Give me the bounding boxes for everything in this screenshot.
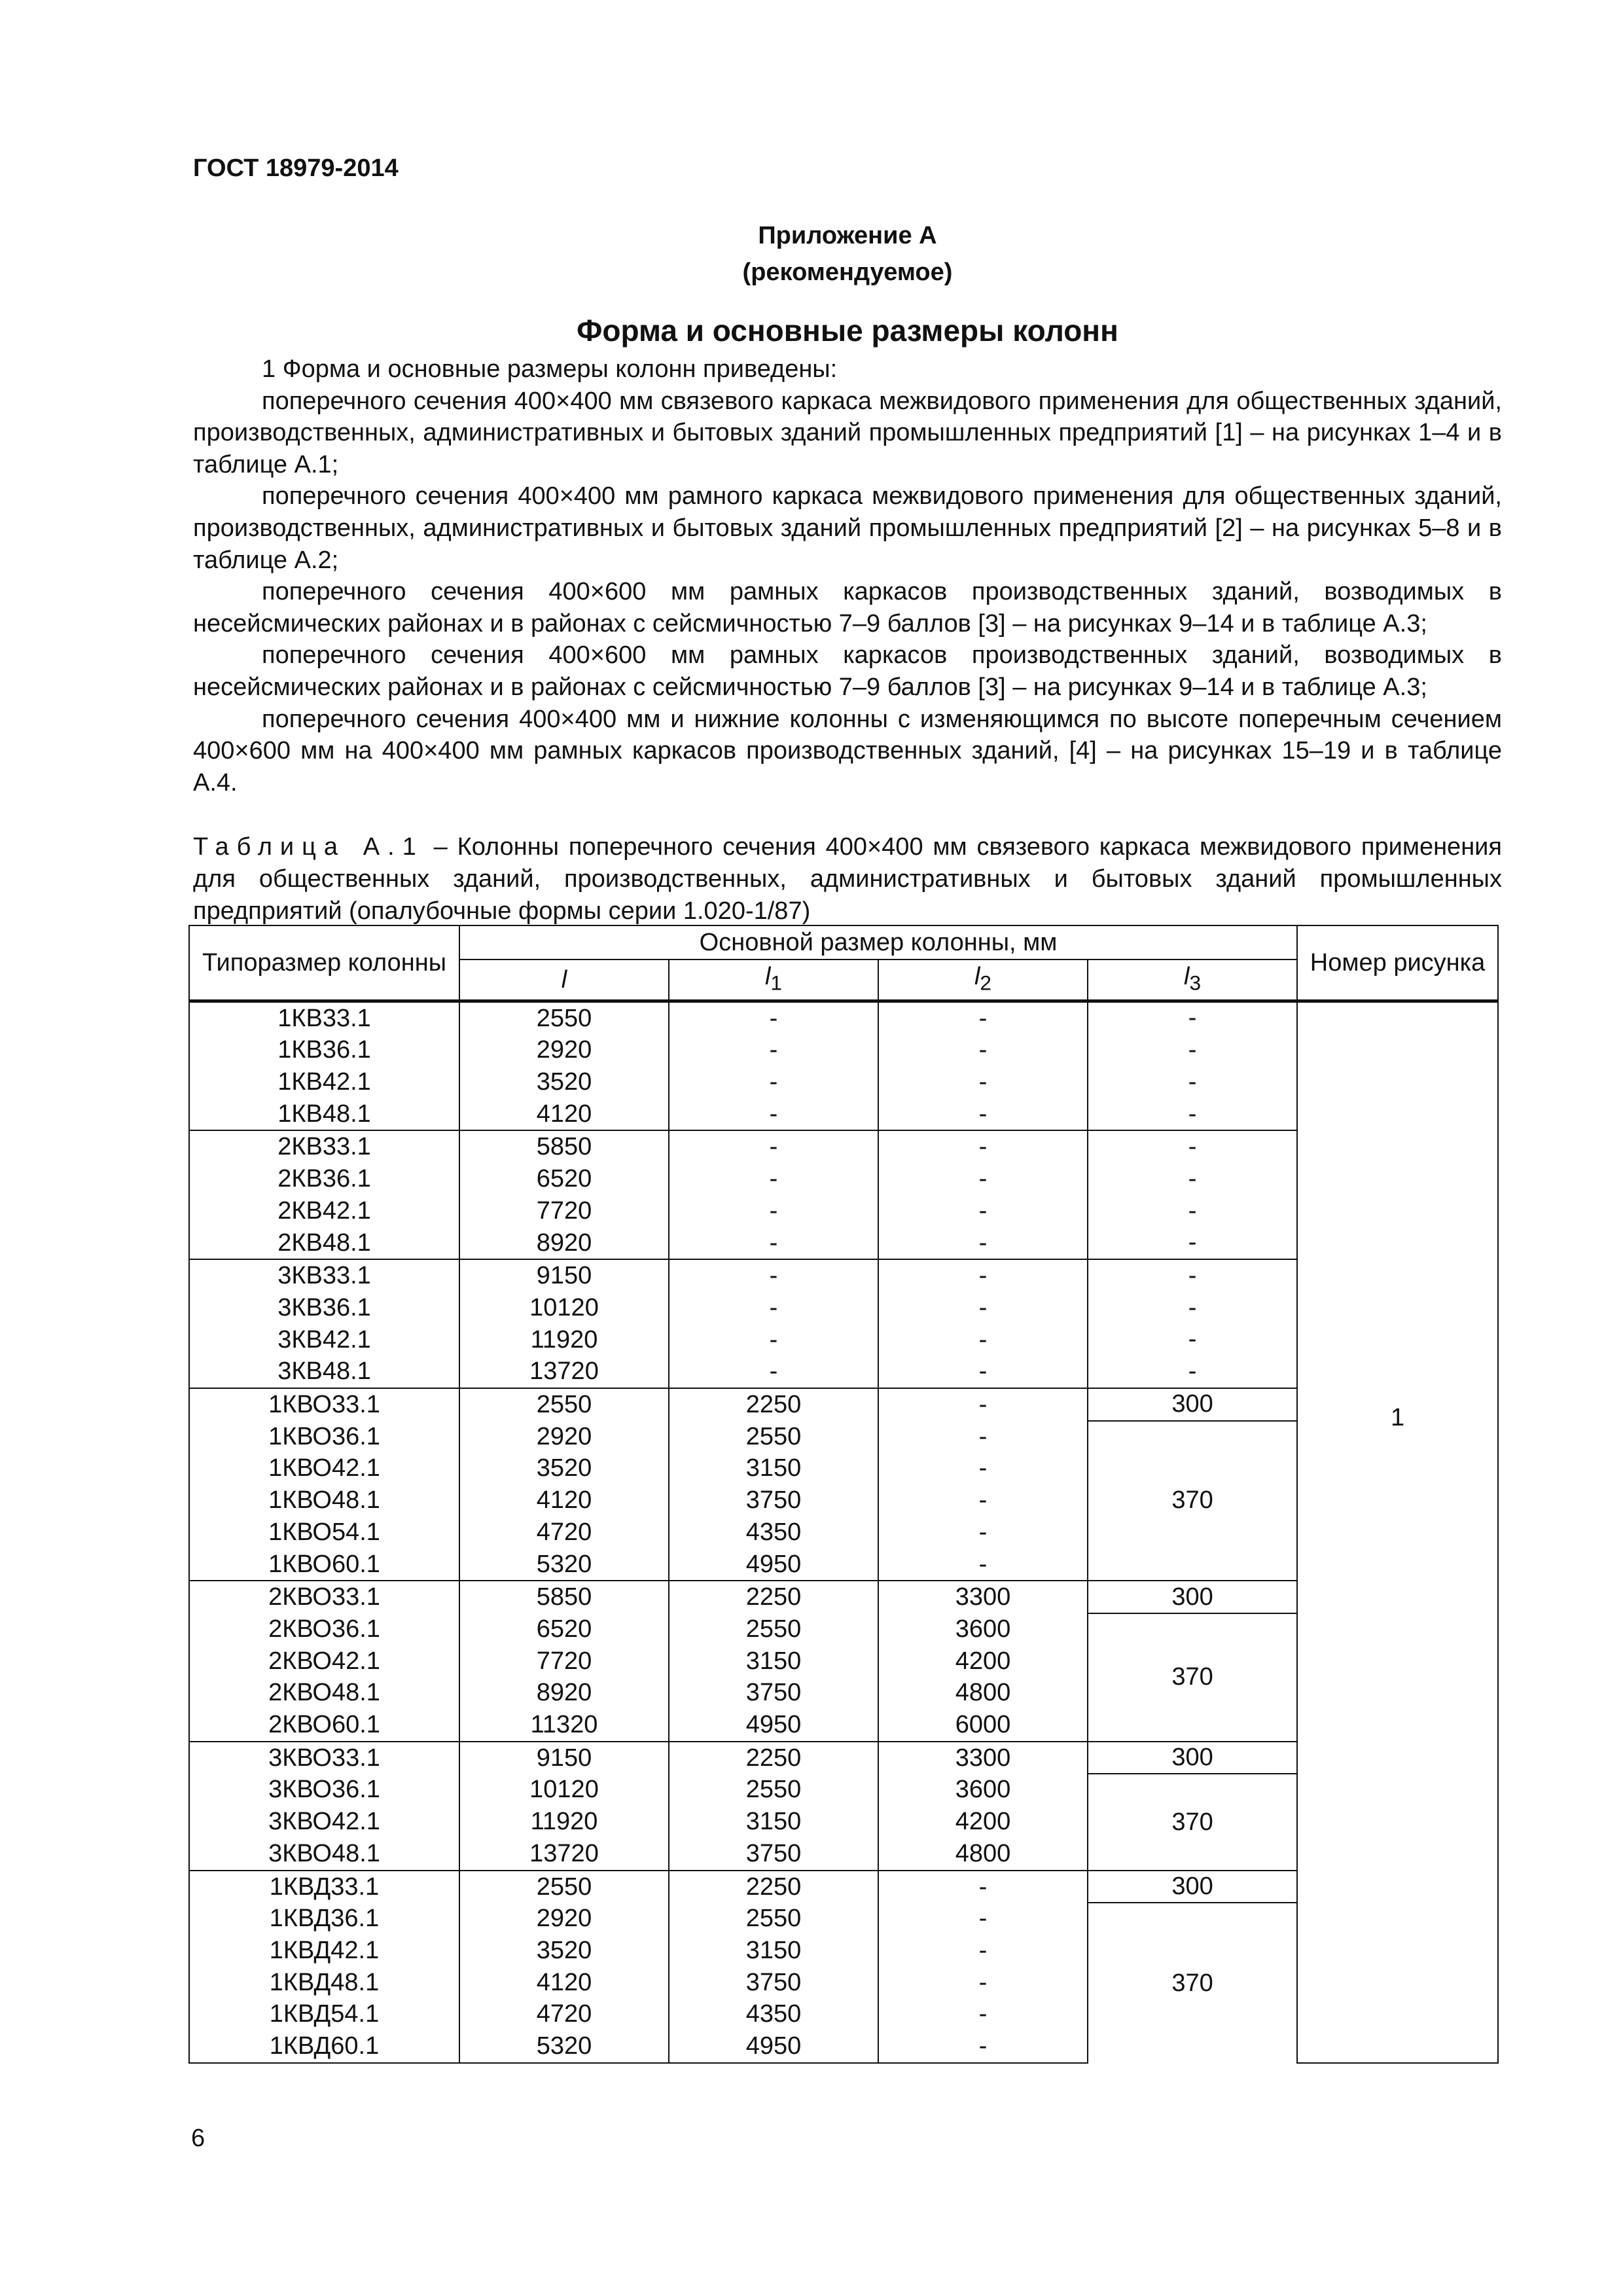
cell-l1: - bbox=[669, 1001, 878, 1034]
cell-type: 3КВО33.1 bbox=[189, 1742, 459, 1774]
cell-l1: 2250 bbox=[669, 1388, 878, 1421]
table-row bbox=[189, 1001, 1498, 1034]
cell-l1: 2550 bbox=[669, 1903, 878, 1935]
cell-type: 2КВО33.1 bbox=[189, 1581, 459, 1613]
cell-l3: 300 bbox=[1088, 1742, 1297, 1774]
cell-l: 2550 bbox=[459, 1001, 669, 1034]
cell-l3: - bbox=[1088, 1259, 1297, 1292]
section-title: Форма и основные размеры колонн bbox=[577, 314, 1118, 348]
cell-type: 3КВ36.1 bbox=[189, 1292, 459, 1324]
cell-l3: 370 bbox=[1088, 1903, 1297, 2063]
cell-l: 2920 bbox=[459, 1034, 669, 1066]
header-figure-number: Номер рисунка bbox=[1297, 925, 1498, 1001]
paragraph: поперечного сечения 400×400 мм и нижние колонны с изменяющимся по высоте поперечным сечением 400×600 мм на 400×400 мм рамных каркасов производственных зданий, [4] – на рисунках 15–19 и в таблице А.4. bbox=[193, 705, 1502, 797]
cell-l3: - bbox=[1088, 1195, 1297, 1227]
cell-l: 7720 bbox=[459, 1645, 669, 1677]
cell-type: 3КВ42.1 bbox=[189, 1324, 459, 1356]
cell-type: 2КВ36.1 bbox=[189, 1163, 459, 1195]
cell-type: 1КВО33.1 bbox=[189, 1388, 459, 1421]
cell-l2: - bbox=[878, 1549, 1088, 1581]
cell-l3: 300 bbox=[1088, 1581, 1297, 1613]
cell-l1: 4950 bbox=[669, 2030, 878, 2063]
cell-l: 5850 bbox=[459, 1130, 669, 1163]
header-type: Типоразмер колонны bbox=[189, 925, 459, 1001]
cell-l2: - bbox=[878, 1421, 1088, 1453]
cell-type: 3КВО36.1 bbox=[189, 1774, 459, 1806]
cell-l: 5850 bbox=[459, 1581, 669, 1613]
cell-l1: 3750 bbox=[669, 1484, 878, 1516]
cell-type: 3КВО48.1 bbox=[189, 1838, 459, 1871]
cell-l3: - bbox=[1088, 1163, 1297, 1195]
cell-l1: 2550 bbox=[669, 1421, 878, 1453]
cell-l1: - bbox=[669, 1259, 878, 1292]
cell-type: 2КВО42.1 bbox=[189, 1645, 459, 1677]
appendix-heading bbox=[193, 217, 1502, 291]
cell-l3: 370 bbox=[1088, 1613, 1297, 1742]
cell-type: 2КВ33.1 bbox=[189, 1130, 459, 1163]
cell-l1: 3750 bbox=[669, 1677, 878, 1709]
cell-l1: 3750 bbox=[669, 1967, 878, 1999]
paragraph: поперечного сечения 400×400 мм связевого каркаса межвидового применения для общественных зданий, производственных, административных и бытовых зданий промышленных предприятий [1] – на рисунках 1–4 и в таблице А.1; bbox=[193, 387, 1502, 478]
cell-type: 3КВ33.1 bbox=[189, 1259, 459, 1292]
cell-l: 8920 bbox=[459, 1677, 669, 1709]
header-main-size: Основной размер колонны, мм bbox=[459, 925, 1297, 960]
cell-l1: - bbox=[669, 1098, 878, 1131]
cell-l: 6520 bbox=[459, 1163, 669, 1195]
cell-type: 2КВО48.1 bbox=[189, 1677, 459, 1709]
cell-l3: - bbox=[1088, 1066, 1297, 1098]
table-caption-label: Таблица А.1 bbox=[193, 833, 424, 861]
cell-l2: 4800 bbox=[878, 1677, 1088, 1709]
cell-type: 1КВ48.1 bbox=[189, 1098, 459, 1131]
cell-l: 9150 bbox=[459, 1259, 669, 1292]
cell-l: 2920 bbox=[459, 1421, 669, 1453]
cell-l1: 2250 bbox=[669, 1871, 878, 1903]
cell-type: 2КВО36.1 bbox=[189, 1613, 459, 1645]
appendix-label: Приложение А bbox=[758, 222, 937, 249]
cell-l: 5320 bbox=[459, 1549, 669, 1581]
cell-type: 1КВД48.1 bbox=[189, 1967, 459, 1999]
document-code: ГОСТ 18979-2014 bbox=[193, 154, 399, 182]
cell-l2: - bbox=[878, 1355, 1088, 1388]
cell-l: 13720 bbox=[459, 1355, 669, 1388]
cell-l1: - bbox=[669, 1195, 878, 1227]
cell-l1: 2550 bbox=[669, 1774, 878, 1806]
header-l2: $l_2$ bbox=[878, 960, 1088, 1001]
cell-l: 2920 bbox=[459, 1903, 669, 1935]
cell-l2: - bbox=[878, 1903, 1088, 1935]
cell-type: 1КВО42.1 bbox=[189, 1452, 459, 1484]
cell-l1: 2250 bbox=[669, 1581, 878, 1613]
cell-type: 1КВД42.1 bbox=[189, 1935, 459, 1967]
cell-l3: 300 bbox=[1088, 1388, 1297, 1421]
cell-l1: 4950 bbox=[669, 1549, 878, 1581]
cell-l1: 3150 bbox=[669, 1452, 878, 1484]
cell-l1: 4950 bbox=[669, 1709, 878, 1742]
cell-l2: - bbox=[878, 1195, 1088, 1227]
cell-l2: - bbox=[878, 1871, 1088, 1903]
cell-l: 11920 bbox=[459, 1806, 669, 1838]
cell-l: 13720 bbox=[459, 1838, 669, 1871]
cell-type: 3КВ48.1 bbox=[189, 1355, 459, 1388]
cell-l2: 3300 bbox=[878, 1581, 1088, 1613]
cell-l1: - bbox=[669, 1292, 878, 1324]
cell-l2: - bbox=[878, 1935, 1088, 1967]
cell-l: 5320 bbox=[459, 2030, 669, 2063]
cell-l: 4120 bbox=[459, 1098, 669, 1131]
cell-l1: - bbox=[669, 1163, 878, 1195]
cell-l2: - bbox=[878, 1452, 1088, 1484]
cell-l2: - bbox=[878, 1967, 1088, 1999]
cell-l1: 3150 bbox=[669, 1935, 878, 1967]
cell-l1: 4350 bbox=[669, 1516, 878, 1549]
cell-type: 1КВД33.1 bbox=[189, 1871, 459, 1903]
cell-l1: - bbox=[669, 1034, 878, 1066]
body-text bbox=[193, 353, 1502, 798]
cell-l: 7720 bbox=[459, 1195, 669, 1227]
cell-l2: - bbox=[878, 1484, 1088, 1516]
cell-l2: - bbox=[878, 1066, 1088, 1098]
cell-type: 3КВО42.1 bbox=[189, 1806, 459, 1838]
cell-l2: - bbox=[878, 1292, 1088, 1324]
cell-l1: - bbox=[669, 1130, 878, 1163]
header-l1: $l_1$ bbox=[669, 960, 878, 1001]
cell-l: 11320 bbox=[459, 1709, 669, 1742]
cell-l3: 300 bbox=[1088, 1871, 1297, 1903]
cell-l1: 4350 bbox=[669, 1998, 878, 2030]
cell-l2: 4800 bbox=[878, 1838, 1088, 1871]
appendix-type: (рекомендуемое) bbox=[742, 259, 953, 286]
cell-l2: - bbox=[878, 1001, 1088, 1034]
cell-l: 3520 bbox=[459, 1935, 669, 1967]
cell-l: 4720 bbox=[459, 1998, 669, 2030]
cell-l: 2550 bbox=[459, 1388, 669, 1421]
cell-l1: - bbox=[669, 1227, 878, 1260]
cell-type: 1КВО48.1 bbox=[189, 1484, 459, 1516]
cell-l3: - bbox=[1088, 1355, 1297, 1388]
cell-l: 4120 bbox=[459, 1484, 669, 1516]
cell-l2: - bbox=[878, 1098, 1088, 1131]
cell-type: 1КВО36.1 bbox=[189, 1421, 459, 1453]
cell-l2: 4200 bbox=[878, 1645, 1088, 1677]
cell-l: 10120 bbox=[459, 1292, 669, 1324]
cell-l2: - bbox=[878, 2030, 1088, 2063]
cell-l: 10120 bbox=[459, 1774, 669, 1806]
cell-l1: 3150 bbox=[669, 1806, 878, 1838]
cell-l: 4720 bbox=[459, 1516, 669, 1549]
cell-l2: 4200 bbox=[878, 1806, 1088, 1838]
cell-l2: 3600 bbox=[878, 1774, 1088, 1806]
cell-l3: - bbox=[1088, 1227, 1297, 1260]
table-caption bbox=[193, 831, 1502, 927]
cell-l2: - bbox=[878, 1259, 1088, 1292]
cell-type: 1КВО60.1 bbox=[189, 1549, 459, 1581]
cell-l: 6520 bbox=[459, 1613, 669, 1645]
cell-l3: - bbox=[1088, 1034, 1297, 1066]
cell-type: 2КВ42.1 bbox=[189, 1195, 459, 1227]
cell-l: 3520 bbox=[459, 1066, 669, 1098]
cell-type: 2КВ48.1 bbox=[189, 1227, 459, 1260]
cell-l2: - bbox=[878, 1516, 1088, 1549]
table-body bbox=[189, 1001, 1498, 2063]
paragraph: поперечного сечения 400×600 мм рамных каркасов производственных зданий, возводимых в несейсмических районах и в районах с сейсмичностью 7–9 баллов [3] – на рисунках 9–14 и в таблице А.3; bbox=[193, 641, 1502, 701]
cell-l1: - bbox=[669, 1355, 878, 1388]
page-number: 6 bbox=[191, 2125, 205, 2152]
cell-type: 1КВ36.1 bbox=[189, 1034, 459, 1066]
table-caption-text: – Колонны поперечного сечения 400×400 мм связевого каркаса межвидового применения для общественных зданий, производственных, административных и бытовых зданий промышленных предприятий (опалубочные формы серии 1.020-1/87) bbox=[193, 833, 1502, 925]
cell-l3: - bbox=[1088, 1098, 1297, 1131]
cell-l: 9150 bbox=[459, 1742, 669, 1774]
paragraph: поперечного сечения 400×400 мм рамного каркаса межвидового применения для общественных зданий, производственных, административных и бытовых зданий промышленных предприятий [2] – на рисунках 5–8 и в таблице А.2; bbox=[193, 482, 1502, 574]
cell-l3: - bbox=[1088, 1001, 1297, 1034]
cell-l1: - bbox=[669, 1066, 878, 1098]
cell-l2: - bbox=[878, 1388, 1088, 1421]
cell-type: 1КВ33.1 bbox=[189, 1001, 459, 1034]
columns-table bbox=[188, 925, 1499, 2064]
paragraph: 1 Форма и основные размеры колонн приведены: bbox=[262, 355, 838, 383]
cell-type: 2КВО60.1 bbox=[189, 1709, 459, 1742]
header-l3: $l_3$ bbox=[1088, 960, 1297, 1001]
cell-l2: - bbox=[878, 1163, 1088, 1195]
cell-l: 2550 bbox=[459, 1871, 669, 1903]
cell-type: 1КВД54.1 bbox=[189, 1998, 459, 2030]
cell-l2: - bbox=[878, 1130, 1088, 1163]
cell-l3: - bbox=[1088, 1130, 1297, 1163]
cell-type: 1КВО54.1 bbox=[189, 1516, 459, 1549]
cell-l2: - bbox=[878, 1998, 1088, 2030]
cell-l3: 370 bbox=[1088, 1421, 1297, 1581]
paragraph: поперечного сечения 400×600 мм рамных каркасов производственных зданий, возводимых в несейсмических районах и в районах с сейсмичностью 7–9 баллов [3] – на рисунках 9–14 и в таблице А.3; bbox=[193, 578, 1502, 637]
header-l: l bbox=[459, 960, 669, 1001]
cell-type: 1КВД60.1 bbox=[189, 2030, 459, 2063]
cell-l3: - bbox=[1088, 1324, 1297, 1356]
cell-l2: 3300 bbox=[878, 1742, 1088, 1774]
cell-l: 3520 bbox=[459, 1452, 669, 1484]
cell-type: 1КВД36.1 bbox=[189, 1903, 459, 1935]
cell-type: 1КВ42.1 bbox=[189, 1066, 459, 1098]
cell-l1: 2550 bbox=[669, 1613, 878, 1645]
cell-l1: 2250 bbox=[669, 1742, 878, 1774]
cell-l: 4120 bbox=[459, 1967, 669, 1999]
cell-l1: - bbox=[669, 1324, 878, 1356]
cell-l1: 3750 bbox=[669, 1838, 878, 1871]
cell-l2: - bbox=[878, 1227, 1088, 1260]
cell-l: 11920 bbox=[459, 1324, 669, 1356]
cell-l: 8920 bbox=[459, 1227, 669, 1260]
cell-l3: - bbox=[1088, 1292, 1297, 1324]
cell-l3: 370 bbox=[1088, 1774, 1297, 1870]
cell-l1: 3150 bbox=[669, 1645, 878, 1677]
cell-l2: - bbox=[878, 1034, 1088, 1066]
cell-l2: 3600 bbox=[878, 1613, 1088, 1645]
cell-l2: 6000 bbox=[878, 1709, 1088, 1742]
cell-l2: - bbox=[878, 1324, 1088, 1356]
cell-figure-number: 1 bbox=[1297, 1001, 1498, 2063]
